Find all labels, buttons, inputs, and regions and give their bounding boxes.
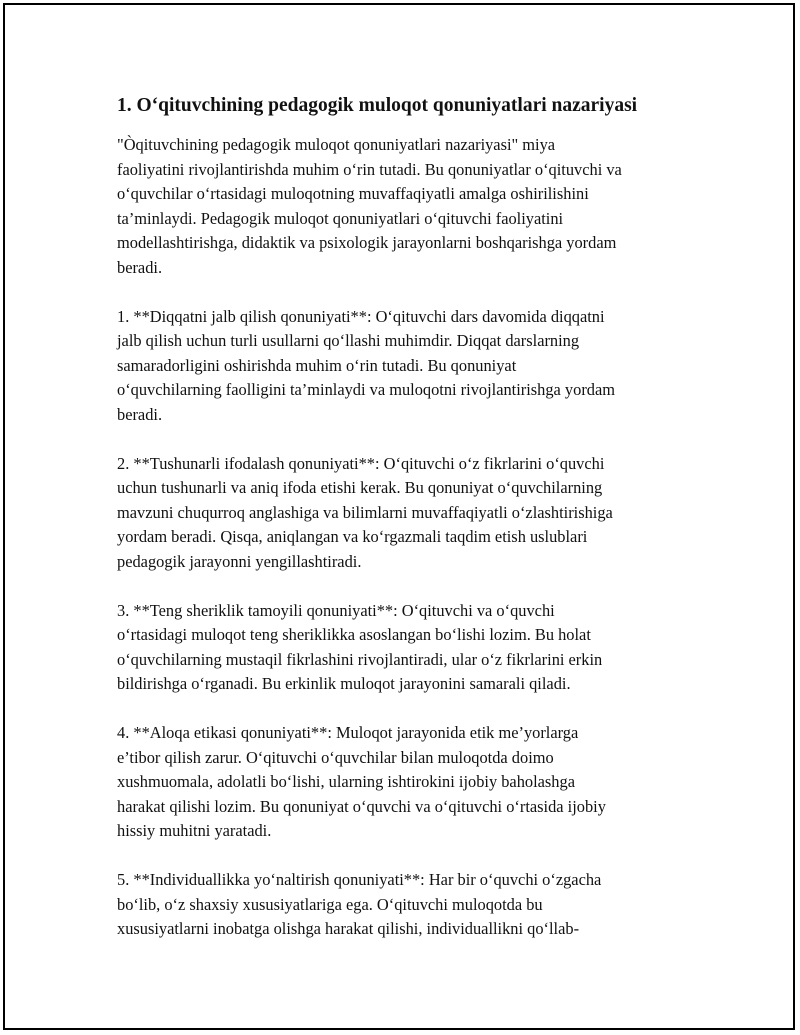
paragraph-line: o‘quvchilarning mustaqil fikrlashini rivojlantiradi, ular o‘z fikrlarini erkin (117, 649, 603, 669)
paragraph-line: 2. **Tushunarli ifodalash qonuniyati**: O‘qituvchi o‘z fikrlarini o‘quvchi (117, 453, 605, 473)
paragraph-line: beradi. (117, 404, 163, 424)
paragraph (117, 133, 697, 280)
paragraph-line: ta’minlaydi. Pedagogik muloqot qonuniyatlari o‘qituvchi faoliyatini (117, 208, 564, 228)
paragraph-line: harakat qilishi lozim. Bu qonuniyat o‘quvchi va o‘qituvchi o‘rtasida ijobiy (117, 796, 606, 816)
paragraph-line: modellashtirishga, didaktik va psixologik jarayonlarni boshqarishga yordam (117, 233, 617, 252)
paragraph-line: 1. **Diqqatni jalb qilish qonuniyati**: O‘qituvchi dars davomida diqqatni (117, 306, 605, 326)
paragraph-line: "Òqituvchining pedagogik muloqot qonuniyatlari nazariyasi" miya (117, 135, 556, 154)
paragraph (117, 868, 697, 942)
paragraph (117, 452, 697, 575)
document-title: 1. O‘qituvchining pedagogik muloqot qonuniyatlari nazariyasi (117, 95, 638, 116)
paragraph-line: faoliyatini rivojlantirishda muhim o‘rin tutadi. Bu qonuniyatlar o‘qituvchi va (117, 159, 622, 179)
paragraph-line: bildirishga o‘rganadi. Bu erkinlik muloqot jarayonini samarali qiladi. (117, 674, 571, 693)
paragraph-list (117, 133, 697, 942)
paragraph (117, 599, 697, 697)
paragraph-line: o‘quvchilar o‘rtasidagi muloqotning muvaffaqiyatli amalga oshirilishini (117, 184, 589, 203)
paragraph-line: o‘rtasidagi muloqot teng sheriklikka asoslangan bo‘lishi lozim. Bu holat (117, 625, 591, 644)
paragraph-line: jalb qilish uchun turli usullarni qo‘llashi muhimdir. Diqqat darslarning (117, 331, 580, 350)
paragraph-line: 4. **Aloqa etikasi qonuniyati**: Muloqot jarayonida etik me’yorlarga (117, 723, 579, 742)
paragraph-line: pedagogik jarayonni yengillashtiradi. (117, 551, 362, 571)
paragraph-line: e’tibor qilish zarur. O‘qituvchi o‘quvchilar bilan muloqotda doimo (117, 747, 554, 767)
paragraph-line: samaradorligini oshirishda muhim o‘rin tutadi. Bu qonuniyat (117, 355, 517, 375)
paragraph-line: bo‘lib, o‘z shaxsiy xususiyatlariga ega. O‘qituvchi muloqotda bu (117, 894, 543, 914)
paragraph (117, 305, 697, 428)
paragraph-line: beradi. (117, 257, 163, 277)
paragraph-line: xususiyatlarni inobatga olishga harakat qilishi, individuallikni qo‘llab- (117, 919, 580, 938)
paragraph-line: 3. **Teng sheriklik tamoyili qonuniyati**: O‘qituvchi va o‘quvchi (117, 600, 555, 620)
paragraph-line: xushmuomala, adolatli bo‘lishi, ularning ishtirokini ijobiy baholashga (117, 772, 575, 791)
document-body (117, 92, 697, 966)
paragraph-line: yordam beradi. Qisqa, aniqlangan va ko‘rgazmali taqdim etish uslublari (117, 527, 588, 546)
paragraph-line: mavzuni chuqurroq anglashiga va bilimlarni muvaffaqiyatli o‘zlashtirishiga (117, 502, 613, 522)
paragraph (117, 721, 697, 844)
paragraph-line: hissiy muhitni yaratadi. (117, 821, 272, 840)
paragraph-line: o‘quvchilarning faolligini ta’minlaydi va muloqotni rivojlantirishga yordam (117, 380, 615, 399)
paragraph-line: 5. **Individuallikka yo‘naltirish qonuniyati**: Har bir o‘quvchi o‘zgacha (117, 870, 602, 889)
paragraph-line: uchun tushunarli va aniq ifoda etishi kerak. Bu qonuniyat o‘quvchilarning (117, 478, 603, 497)
